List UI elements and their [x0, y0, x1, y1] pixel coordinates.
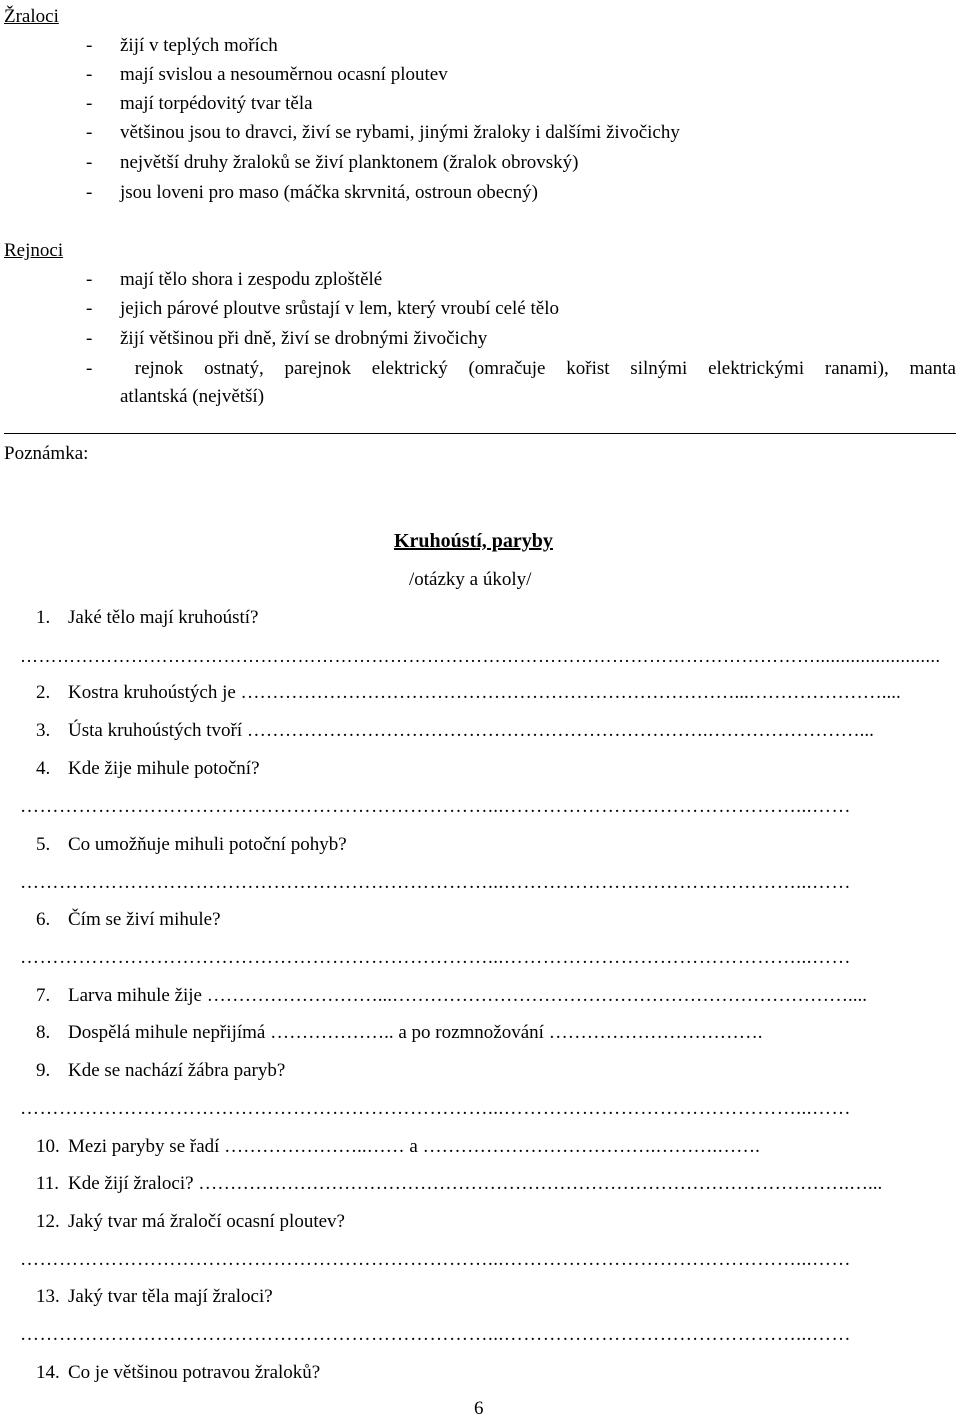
- question-4: 4. Kde žije mihule potoční?: [36, 758, 260, 779]
- question-3: 3. Ústa kruhoústých tvoří ……………………………………………………………….……………………...: [36, 720, 874, 741]
- question-11: 11. Kde žijí žraloci? ………………………………………………………………………………………….…...: [36, 1173, 883, 1194]
- answer-line-5[interactable]: ………………………………………………………………...………………………………………...……: [20, 872, 851, 893]
- question-13: 13. Jaký tvar těla mají žraloci?: [36, 1286, 273, 1307]
- question-1: 1. Jaké tělo mají kruhoústí?: [36, 607, 259, 628]
- question-8: 8. Dospělá mihule nepřijímá ……………….. a po rozmnožování …………………………….: [36, 1022, 763, 1043]
- section-title-sharks: Žraloci: [4, 6, 59, 27]
- question-6: 6. Čím se živí mihule?: [36, 909, 221, 930]
- list-item-long: - rejnok ostnatý, parejnok elektrický (omračuje kořist silnými elektrickými ranami), manta: [86, 358, 956, 379]
- list-item-continuation: atlantská (největší): [120, 386, 265, 407]
- page-number: 6: [474, 1398, 484, 1419]
- answer-line-12[interactable]: ………………………………………………………………...………………………………………...……: [20, 1249, 851, 1270]
- question-14: 14. Co je většinou potravou žraloků?: [36, 1362, 321, 1383]
- answer-line-6[interactable]: ………………………………………………………………...………………………………………...……: [20, 947, 851, 968]
- worksheet-subtitle: /otázky a úkoly/: [409, 569, 532, 590]
- answer-line-13[interactable]: ………………………………………………………………...………………………………………...……: [20, 1324, 851, 1345]
- list-item: - mají tělo shora i zespodu zploštělé: [86, 269, 383, 290]
- question-7: 7. Larva mihule žije ………………………...………………………………………………………………....: [36, 985, 867, 1006]
- worksheet-title: Kruhoústí, paryby: [394, 530, 553, 552]
- note-rule: [4, 433, 956, 434]
- list-item: - jejich párové ploutve srůstají v lem, který vroubí celé tělo: [86, 298, 559, 319]
- list-item: - jsou loveni pro maso (máčka skrvnitá, ostroun obecný): [86, 182, 538, 203]
- question-9: 9. Kde se nachází žábra paryb?: [36, 1060, 286, 1081]
- question-12: 12. Jaký tvar má žraločí ocasní ploutev?: [36, 1211, 345, 1232]
- list-item: - žijí většinou při dně, živí se drobnými živočichy: [86, 328, 488, 349]
- section-title-rays: Rejnoci: [4, 240, 64, 261]
- question-2: 2. Kostra kruhoústých je ……………………………………………………………………...…………………....: [36, 682, 901, 703]
- question-10: 10. Mezi paryby se řadí …………………..…… a ……………………………….……….…….: [36, 1136, 760, 1157]
- list-item: - žijí v teplých mořích: [86, 35, 278, 56]
- question-5: 5. Co umožňuje mihuli potoční pohyb?: [36, 834, 347, 855]
- list-item: - mají svislou a nesouměrnou ocasní ploutev: [86, 64, 448, 85]
- answer-line-4[interactable]: ………………………………………………………………...………………………………………...……: [20, 796, 851, 817]
- list-item: - největší druhy žraloků se živí planktonem (žralok obrovský): [86, 152, 579, 173]
- answer-line-1[interactable]: ………………………………………………………………………………………………………………….........................: [20, 646, 941, 666]
- list-item: - mají torpédovitý tvar těla: [86, 93, 313, 114]
- list-item: - většinou jsou to dravci, živí se rybami, jinými žraloky i dalšími živočichy: [86, 122, 680, 143]
- answer-line-9[interactable]: ………………………………………………………………...………………………………………...……: [20, 1098, 851, 1119]
- note-label: Poznámka:: [4, 443, 89, 464]
